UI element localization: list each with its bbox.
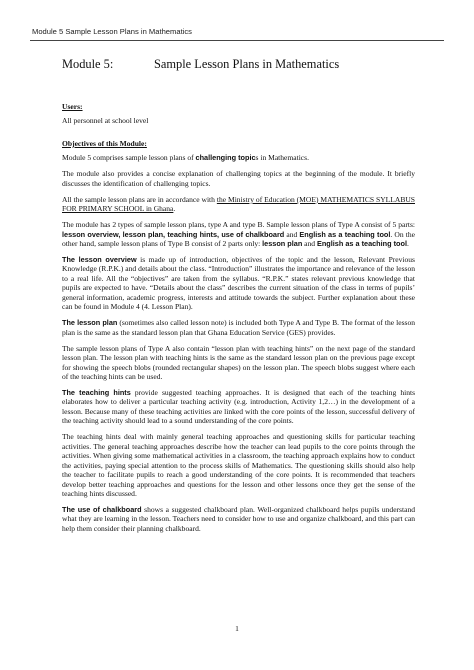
p4-text-g: and (302, 239, 317, 249)
lesson-plan-paragraph (62, 318, 415, 337)
p4-text-i: . (406, 239, 409, 249)
header-rule (30, 40, 444, 41)
objectives-paragraph-2: The module also provides a concise explanation of challenging topics at the beginning of the module. It briefly discusses the identification of challenging topics. (62, 169, 415, 188)
p1-term: challenging topic (195, 153, 256, 163)
p4-text-a: The module has 2 types of sample lesson plans, type A and type B. Sample lesson plans of Type A consist of 5 parts: (62, 220, 415, 230)
users-text: All personnel at school level (62, 116, 149, 126)
objectives-heading: Objectives of this Module: (62, 138, 147, 148)
teaching-hints-term: The teaching hints (62, 387, 131, 397)
objectives-paragraph-4 (62, 220, 415, 248)
syllabus-reference: the Ministry of Education (MOE) MATHEMATICS SYLLABUS FOR PRIMARY SCHOOL in Ghana (62, 194, 415, 214)
objectives-paragraph-3 (62, 195, 415, 214)
chalkboard-text: shows a suggested chalkboard plan. Well-organized chalkboard helps pupils understand what they are learning in the lesson. Teachers need to consider how to use and organize chalkboard, and this part can help them consider their planning chalkboard. (62, 504, 415, 533)
p3-text-end: . (173, 204, 176, 214)
p4-text-e: . On the other hand, sample lesson plans of Type B consist of 2 parts only: (62, 229, 415, 249)
page-number: 1 (235, 624, 239, 633)
module-title: Sample Lesson Plans in Mathematics (154, 57, 340, 71)
p4-term-parts: lesson overview, lesson plan, teaching hints, use of chalkboard (62, 229, 285, 239)
users-heading: Users: (62, 102, 83, 111)
p3-text: All the sample lesson plans are in accordance with (62, 194, 217, 204)
lesson-overview-term: The lesson overview (62, 254, 137, 264)
p1-text-end: s in Mathematics. (255, 153, 309, 163)
running-header: Module 5 Sample Lesson Plans in Mathematics (32, 27, 192, 36)
chalkboard-term: The use of chalkboard (62, 504, 142, 514)
chalkboard-paragraph (62, 505, 415, 533)
type-a-paragraph: The sample lesson plans of Type A also contain “lesson plan with teaching hints” on the next page of the standard lesson plan. The lesson plan with teaching hints is the same as the standard lesson plan on the previous page except for showing the speech blobs (rounded rectangular shapes) on the lesson plan. The speech blobs suggest where each of the teaching hints can be used. (62, 343, 415, 381)
p1-text: Module 5 comprises sample lesson plans of (62, 153, 196, 163)
module-number: Module 5: (62, 57, 114, 71)
lesson-overview-paragraph (62, 255, 415, 312)
lesson-plan-text: (sometimes also called lesson note) is included both Type A and Type B. The format of the lesson plan is the same as the standard lesson plan that Ghana Education Service (GES) provides. (62, 318, 415, 337)
teaching-hints-text: provide suggested teaching approaches. It is designed that each of the teaching hints elaborates how to deliver a particular teaching activity (e.g. introduction, Activity 1,2…) in the development of a lesson. Because many of these teaching activities are linked with the core points of the lesson, successful delivery of the teaching activity should lead to a sound understanding of the core points. (62, 387, 416, 426)
document-body (62, 102, 415, 540)
page-title (62, 57, 339, 72)
p4-term-lesson-plan: lesson plan (262, 239, 303, 249)
teaching-hints-detail-paragraph: The teaching hints deal with mainly general teaching approaches and questioning skills for particular teaching activities. The general teaching approaches describe how the teacher can lead pupils to the core points through the activities. When giving some mathematical activities in a classroom, the teaching approach explains how to conduct the activities, paying special attention to the process skills of Mathematics. The questioning skills should also help the teacher to facilitate pupils to reach a good understanding of the core points. It is recommended that teachers develop better teaching approaches and questions for the lesson and other lessons once they get the sense of the teaching hints discussed. (62, 432, 415, 498)
lesson-overview-text: is made up of introduction, objectives of the topic and the lesson, Relevant Previous Knowledge (R.P.K.) and details about the class. “Introduction” illustrates the importance and relevance of the lesson to a real life. All the “objectives” are taken from the syllabus. “R.P.K.” states relevant previous knowledge that pupils are expected to have. “Details about the class” describes the current situation of the class in terms of pupils’ general information, academic progress, interests and attitude towards the subject. Further explanation about these can be found in Module 4 (4. Lesson Plan). (62, 254, 415, 312)
p4-term-english: English as a teaching tool (299, 229, 391, 239)
lesson-plan-term: The lesson plan (62, 318, 118, 328)
teaching-hints-paragraph (62, 388, 415, 426)
p4-term-english-2: English as a teaching tool (316, 239, 407, 249)
objectives-paragraph-1 (62, 153, 415, 162)
p4-text-c: and (284, 229, 300, 239)
